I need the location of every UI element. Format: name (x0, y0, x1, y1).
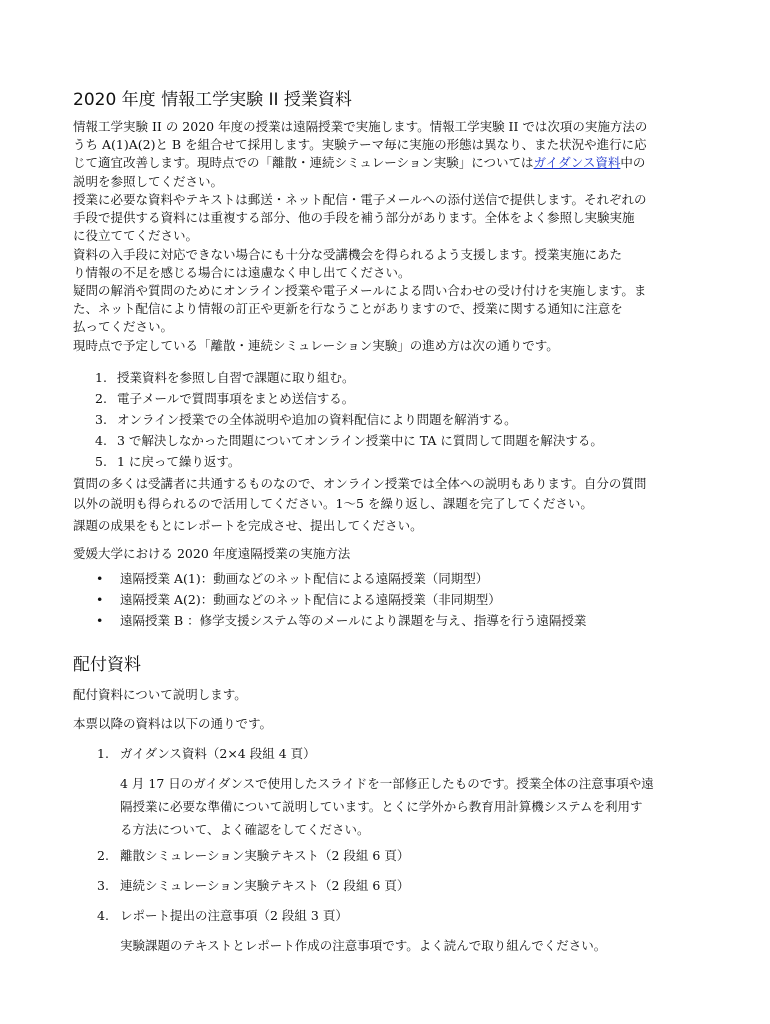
list-item-text: 電子メールで質問事項をまとめ送信する。 (117, 391, 355, 406)
intro-paragraph-2 (73, 191, 703, 246)
materials-list-item (97, 876, 409, 894)
material-description (120, 934, 720, 957)
list-item-text: オンライン授業での全体説明や追加の資料配信により問題を解消する。 (117, 412, 517, 427)
intro-paragraph-1 (73, 118, 703, 191)
text-line: る方法について、よく確認をしてください。 (120, 822, 370, 837)
text-line: 払ってください。 (73, 319, 174, 335)
list-item (95, 451, 603, 472)
text-line: 本票以降の資料は以下の通りです。 (73, 716, 273, 731)
intro-paragraph-5 (73, 337, 703, 355)
text-line: り情報の不足を感じる場合には遠慮なく申し出てください。 (73, 265, 411, 281)
list-item-text: 離散シミュレーション実験テキスト（2 段組 6 頁） (120, 848, 410, 863)
material-description (120, 772, 720, 841)
list-item-text: 授業資料を参照し自習で課題に取り組む。 (117, 370, 355, 385)
intro-paragraph-4 (73, 282, 703, 337)
text-line: 4 月 17 日のガイダンスで使用したスライドを一部修正したものです。授業全体の注意事項や遠 (120, 776, 654, 791)
list-item-text: 連続シミュレーション実験テキスト（2 段組 6 頁） (120, 878, 410, 893)
text-line: 手段で提供する資料には重複する部分、他の手段を補う部分があります。全体をよく参照し実験実施 (73, 210, 635, 226)
bullet-icon: • (96, 613, 104, 628)
list-item-text: 1 に戻って繰り返す。 (117, 454, 241, 469)
list-item-text: レポート提出の注意事項（2 段組 3 頁） (120, 908, 348, 923)
text-line: 配付資料について説明します。 (73, 687, 247, 702)
text-line: 資料の入手段に対応できない場合にも十分な受講機会を得られるよう支援します。授業実施にあた (73, 247, 623, 262)
materials-list-item (97, 906, 348, 924)
text-line: 現時点で予定している「離散・連続シミュレーション実験」の進め方は次の通りです。 (73, 338, 559, 353)
list-item (97, 846, 409, 864)
list-item (95, 430, 603, 451)
list-number: 5. (95, 454, 107, 469)
list-item-text: 3 で解決しなかった問題についてオンライン授業中に TA に質問して問題を解決する。 (117, 433, 603, 448)
list-number: 4. (97, 908, 109, 923)
text-line: 説明を参照してください。 (73, 173, 224, 189)
methods-title (73, 545, 703, 563)
bullet-icon: • (96, 571, 104, 586)
text-segment: 中の (620, 155, 646, 171)
list-number: 1. (97, 746, 109, 761)
guidance-material-link[interactable]: ガイダンス資料 (533, 155, 621, 171)
section-title: 配付資料 (73, 655, 141, 675)
after-steps-paragraph (73, 474, 703, 536)
list-item (97, 744, 316, 762)
intro-paragraph-3 (73, 246, 703, 282)
list-item (95, 388, 603, 409)
list-number: 4. (95, 433, 107, 448)
text-line: うち A(1)A(2)と B を組合せて採用します。実験テーマ毎に実施の形態は異なり、また状況や進行に応 (73, 137, 647, 153)
list-item-text: 遠隔授業 B ：修学支援システム等のメールにより課題を与え、指導を行う遠隔授業 (120, 613, 587, 628)
steps-list (95, 367, 603, 472)
section-paragraph (73, 715, 703, 733)
methods-list (96, 568, 586, 631)
text-line: た、ネット配信により情報の訂正や更新を行なうことがありますので、授業に関する通知に注意を (73, 301, 623, 317)
text-line: 隔授業に必要な準備について説明しています。とくに学外から教育用計算機システムを利用す (120, 799, 643, 814)
text-segment: じて適宜改善します。現時点での「離散・連続シミュレーション実験」については (73, 155, 534, 171)
list-item (96, 568, 586, 589)
list-number: 3. (97, 878, 109, 893)
text-line (73, 154, 703, 172)
text-line: 愛媛大学における 2020 年度遠隔授業の実施方法 (73, 546, 351, 561)
materials-list-item (97, 744, 316, 762)
list-item-text: ガイダンス資料（2×4 段組 4 頁） (120, 746, 316, 761)
page-title: 2020 年度 情報工学実験 II 授業資料 (73, 90, 352, 110)
list-number: 2. (97, 848, 109, 863)
list-item (96, 589, 586, 610)
section-paragraph (73, 686, 703, 704)
text-line: 授業に必要な資料やテキストは郵送・ネット配信・電子メールへの添付送信で提供します。それぞれの (73, 192, 647, 207)
list-item-text: 遠隔授業 A(1)：動画などのネット配信による遠隔授業（同期型） (120, 571, 489, 586)
bullet-icon: • (96, 592, 104, 607)
list-item (97, 876, 409, 894)
list-item (95, 409, 603, 430)
list-item (95, 367, 603, 388)
list-item (96, 610, 586, 631)
list-item-text: 遠隔授業 A(2)：動画などのネット配信による遠隔授業（非同期型） (120, 592, 501, 607)
text-line: 疑問の解消や質問のためにオンライン授業や電子メールによる問い合わせの受け付けを実施します。ま (73, 283, 647, 298)
list-item (97, 906, 348, 924)
text-line: 質問の多くは受講者に共通するものなので、オンライン授業では全体への説明もあります。自分の質問 (73, 476, 647, 491)
text-line: 実験課題のテキストとレポート作成の注意事項です。よく読んで取り組んでください。 (120, 938, 607, 953)
text-line: に役立ててください。 (73, 228, 199, 244)
text-line: 情報工学実験 II の 2020 年度の授業は遠隔授業で実施します。情報工学実験 II では次項の実施方法の (73, 119, 648, 134)
text-line: 課題の成果をもとにレポートを完成させ、提出してください。 (73, 518, 423, 533)
list-number: 3. (95, 412, 107, 427)
text-line: 以外の説明も得られるので活用してください。1〜5 を繰り返し、課題を完了してください。 (73, 496, 593, 511)
list-number: 2. (95, 391, 107, 406)
list-number: 1. (95, 370, 107, 385)
materials-list-item (97, 846, 409, 864)
